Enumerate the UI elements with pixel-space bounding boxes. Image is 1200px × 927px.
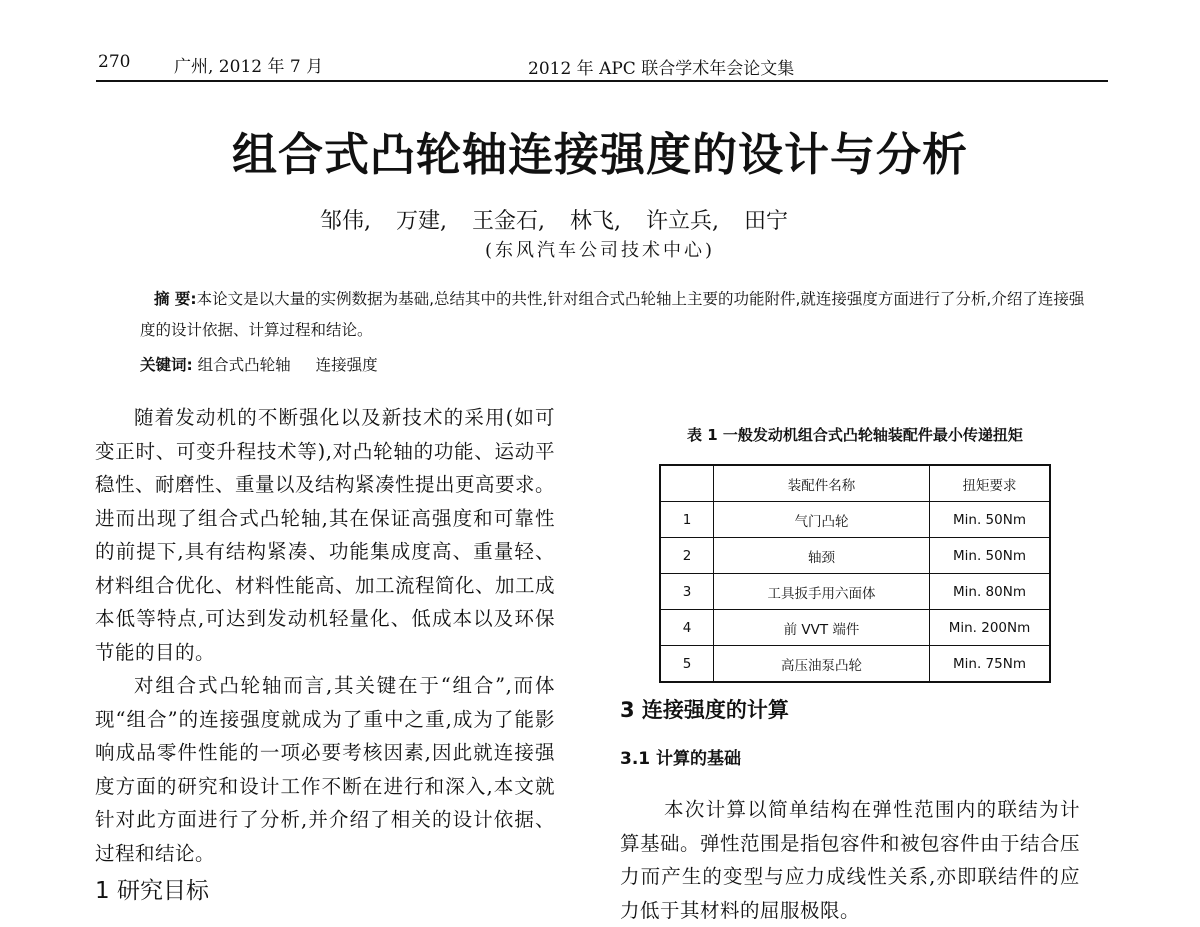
table-row <box>660 610 1050 646</box>
table-cell: 3 <box>660 574 714 610</box>
abstract-label: 摘 要: <box>154 290 197 308</box>
right-column-body <box>620 793 1080 927</box>
table-cell: Min. 50Nm <box>930 502 1051 538</box>
author: 邹伟, <box>320 209 371 234</box>
table-row <box>660 574 1050 610</box>
author-list <box>320 204 880 235</box>
table-cell: Min. 75Nm <box>930 646 1051 683</box>
paper-title: 组合式凸轮轴连接强度的设计与分析 <box>231 128 968 181</box>
table-cell: 气门凸轮 <box>714 502 930 538</box>
table-cell: Min. 80Nm <box>930 574 1051 610</box>
keyword: 组合式凸轮轴 <box>197 356 291 374</box>
author: 许立兵, <box>646 209 719 234</box>
keywords <box>140 353 398 375</box>
table-caption: 表 1 一般发动机组合式凸轮轴装配件最小传递扭矩 <box>687 426 1023 444</box>
torque-table <box>659 464 1051 683</box>
subsection-heading-3-1: 3.1 计算的基础 <box>620 749 742 769</box>
section-heading-1: 1 研究目标 <box>95 878 209 904</box>
table-cell: 高压油泵凸轮 <box>714 646 930 683</box>
table-cell: 5 <box>660 646 714 683</box>
author: 田宁 <box>744 209 789 234</box>
table-cell: Min. 200Nm <box>930 610 1051 646</box>
table-cell: 前 VVT 端件 <box>714 610 930 646</box>
proceedings-title: 2012 年 APC 联合学术年会论文集 <box>528 59 795 79</box>
table-row <box>660 538 1050 574</box>
keywords-label: 关键词: <box>140 356 193 374</box>
table-row <box>660 646 1050 683</box>
table-cell: 轴颈 <box>714 538 930 574</box>
author: 王金石, <box>472 209 545 234</box>
author: 林飞, <box>570 209 621 234</box>
table-header-row <box>660 465 1050 502</box>
table-header-cell: 装配件名称 <box>714 465 930 502</box>
affiliation: (东风汽车公司技术中心) <box>484 240 716 261</box>
body-paragraph: 对组合式凸轮轴而言,其关键在于“组合”,而体现“组合”的连接强度就成为了重中之重,成为了能影响成品零件性能的一项必要考核因素,因此就连接强度方面的研究和设计工作不断在进行和深入,本文就针对此方面进行了分析,并介绍了相关的设计依据、过程和结论。 <box>95 674 555 865</box>
left-column-body <box>95 401 555 870</box>
table-cell: 4 <box>660 610 714 646</box>
keyword: 连接强度 <box>315 356 378 374</box>
table-cell: 2 <box>660 538 714 574</box>
table-header-cell <box>660 465 714 502</box>
body-paragraph: 随着发动机的不断强化以及新技术的采用(如可变正时、可变升程技术等),对凸轮轴的功能、运动平稳性、耐磨性、重量以及结构紧凑性提出更高要求。进而出现了组合式凸轮轴,其在保证高强度和可靠性的前提下,具有结构紧凑、功能集成度高、重量轻、材料组合优化、材料性能高、加工流程简化、加工成本低等特点,可达到发动机轻量化、低成本以及环保节能的目的。 <box>95 406 556 664</box>
conference-location-date: 广州, 2012 年 7 月 <box>174 57 324 77</box>
table-cell: Min. 50Nm <box>930 538 1051 574</box>
abstract <box>140 284 1090 346</box>
running-header <box>96 48 1108 82</box>
author: 万建, <box>396 209 447 234</box>
table-cell: 1 <box>660 502 714 538</box>
table-row <box>660 502 1050 538</box>
body-paragraph: 本次计算以简单结构在弹性范围内的联结为计算基础。弹性范围是指包容件和被包容件由于结合压力而产生的变型与应力成线性关系,亦即联结件的应力低于其材料的屈服极限。 <box>620 798 1081 922</box>
table-header-cell: 扭矩要求 <box>930 465 1051 502</box>
table-cell: 工具扳手用六面体 <box>714 574 930 610</box>
abstract-text: 本论文是以大量的实例数据为基础,总结其中的共性,针对组合式凸轮轴上主要的功能附件,就连接强度方面进行了分析,介绍了连接强度的设计依据、计算过程和结论。 <box>140 290 1085 339</box>
section-heading-3: 3 连接强度的计算 <box>620 698 789 722</box>
page-number: 270 <box>98 52 131 72</box>
